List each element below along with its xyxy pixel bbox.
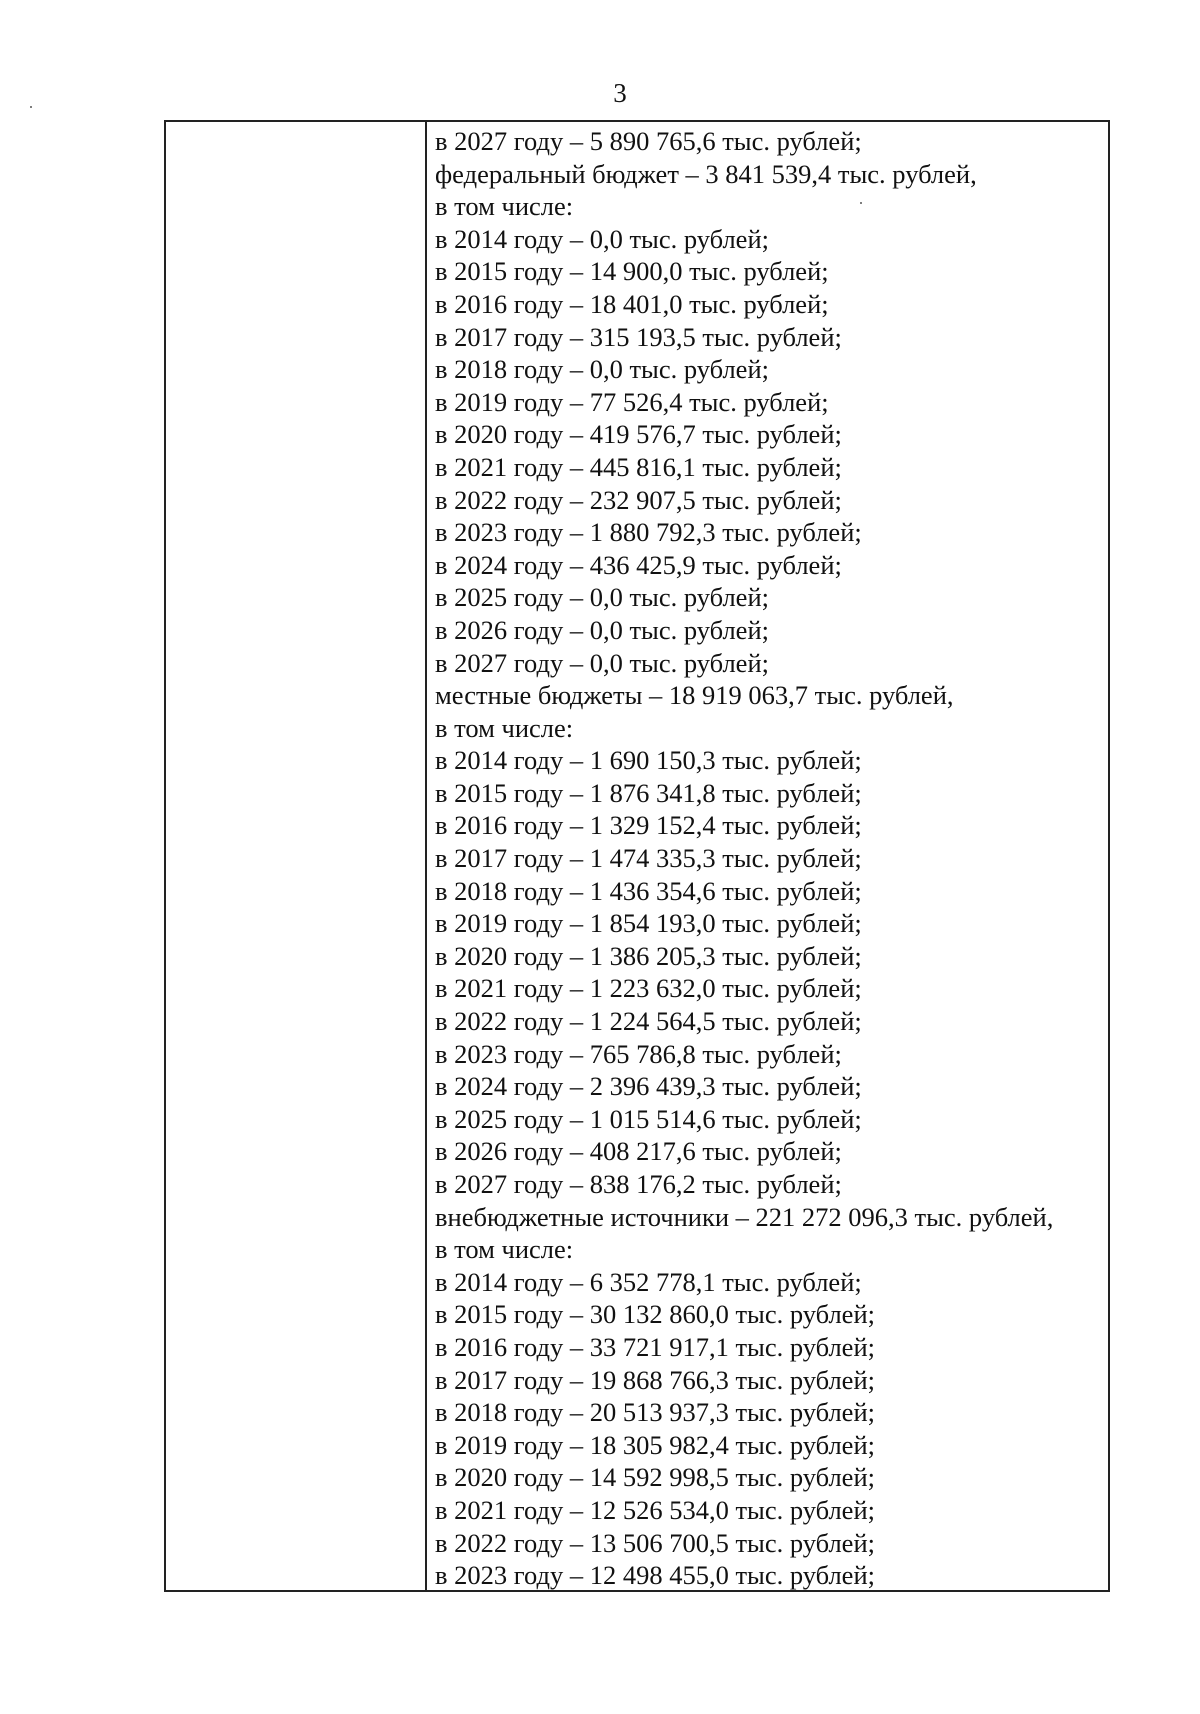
page-number: 3 xyxy=(613,78,627,108)
text-line: в 2023 году – 12 498 455,0 тыс. рублей; xyxy=(435,1560,875,1590)
text-line: в 2023 году – 1 880 792,3 тыс. рублей; xyxy=(435,517,862,548)
text-line: в 2026 году – 0,0 тыс. рублей; xyxy=(435,614,769,645)
text-line: в 2024 году – 2 396 439,3 тыс. рублей; xyxy=(435,1071,862,1102)
text-line: в 2020 году – 14 592 998,5 тыс. рублей; xyxy=(435,1462,875,1493)
text-line: в 2017 году – 19 868 766,3 тыс. рублей; xyxy=(435,1364,875,1395)
text-line: в 2024 году – 436 425,9 тыс. рублей; xyxy=(435,549,842,580)
text-line: в 2017 году – 1 474 335,3 тыс. рублей; xyxy=(435,843,862,874)
financing-table xyxy=(164,120,1110,1592)
text-line: в 2016 году – 33 721 917,1 тыс. рублей; xyxy=(435,1331,875,1362)
text-line: в 2027 году – 5 890 765,6 тыс. рублей; xyxy=(435,126,862,156)
scan-speck xyxy=(860,202,862,204)
text-line: в 2020 году – 419 576,7 тыс. рублей; xyxy=(435,419,842,450)
text-line: в 2021 году – 445 816,1 тыс. рублей; xyxy=(435,451,842,482)
text-line: в 2018 году – 20 513 937,3 тыс. рублей; xyxy=(435,1397,875,1428)
text-line: в том числе: xyxy=(435,712,574,743)
text-line: в 2014 году – 6 352 778,1 тыс. рублей; xyxy=(435,1266,862,1297)
table-left-cell xyxy=(166,122,427,1590)
text-line: в 2018 году – 1 436 354,6 тыс. рублей; xyxy=(435,875,862,906)
text-line: в 2026 году – 408 217,6 тыс. рублей; xyxy=(435,1136,842,1167)
text-line: федеральный бюджет – 3 841 539,4 тыс. рублей, xyxy=(435,158,977,189)
text-line: в 2025 году – 0,0 тыс. рублей; xyxy=(435,582,769,613)
text-line: в 2014 году – 1 690 150,3 тыс. рублей; xyxy=(435,745,862,776)
text-line: внебюджетные источники – 221 272 096,3 тыс. рублей, xyxy=(435,1201,1054,1232)
text-line: в 2019 году – 77 526,4 тыс. рублей; xyxy=(435,386,829,417)
text-line: в 2021 году – 1 223 632,0 тыс. рублей; xyxy=(435,973,862,1004)
text-line: в 2016 году – 18 401,0 тыс. рублей; xyxy=(435,288,829,319)
text-line: в 2019 году – 18 305 982,4 тыс. рублей; xyxy=(435,1429,875,1460)
text-line: в 2014 году – 0,0 тыс. рублей; xyxy=(435,223,769,254)
text-line: в 2019 году – 1 854 193,0 тыс. рублей; xyxy=(435,908,862,939)
text-line: в 2025 году – 1 015 514,6 тыс. рублей; xyxy=(435,1103,862,1134)
table-right-cell xyxy=(427,122,1108,1590)
text-line: в 2022 году – 232 907,5 тыс. рублей; xyxy=(435,484,842,515)
text-line: в 2027 году – 0,0 тыс. рублей; xyxy=(435,647,769,678)
text-line: в 2020 году – 1 386 205,3 тыс. рублей; xyxy=(435,940,862,971)
text-line: в 2021 году – 12 526 534,0 тыс. рублей; xyxy=(435,1494,875,1525)
text-line: в 2017 году – 315 193,5 тыс. рублей; xyxy=(435,321,842,352)
text-line: в 2022 году – 1 224 564,5 тыс. рублей; xyxy=(435,1006,862,1037)
text-line: местные бюджеты – 18 919 063,7 тыс. рублей, xyxy=(435,680,954,711)
text-line: в 2027 году – 838 176,2 тыс. рублей; xyxy=(435,1169,842,1199)
text-line: в 2018 году – 0,0 тыс. рублей; xyxy=(435,354,769,385)
text-line: в том числе: xyxy=(435,1234,574,1265)
text-line: в 2023 году – 765 786,8 тыс. рублей; xyxy=(435,1038,842,1069)
text-line: в 2022 году – 13 506 700,5 тыс. рублей; xyxy=(435,1527,875,1558)
text-line: в 2015 году – 30 132 860,0 тыс. рублей; xyxy=(435,1299,875,1330)
text-line: в том числе: xyxy=(435,191,574,222)
text-line: в 2015 году – 1 876 341,8 тыс. рублей; xyxy=(435,777,862,808)
scan-speck xyxy=(30,106,32,108)
text-line: в 2015 году – 14 900,0 тыс. рублей; xyxy=(435,256,829,287)
text-line: в 2016 году – 1 329 152,4 тыс. рублей; xyxy=(435,810,862,841)
